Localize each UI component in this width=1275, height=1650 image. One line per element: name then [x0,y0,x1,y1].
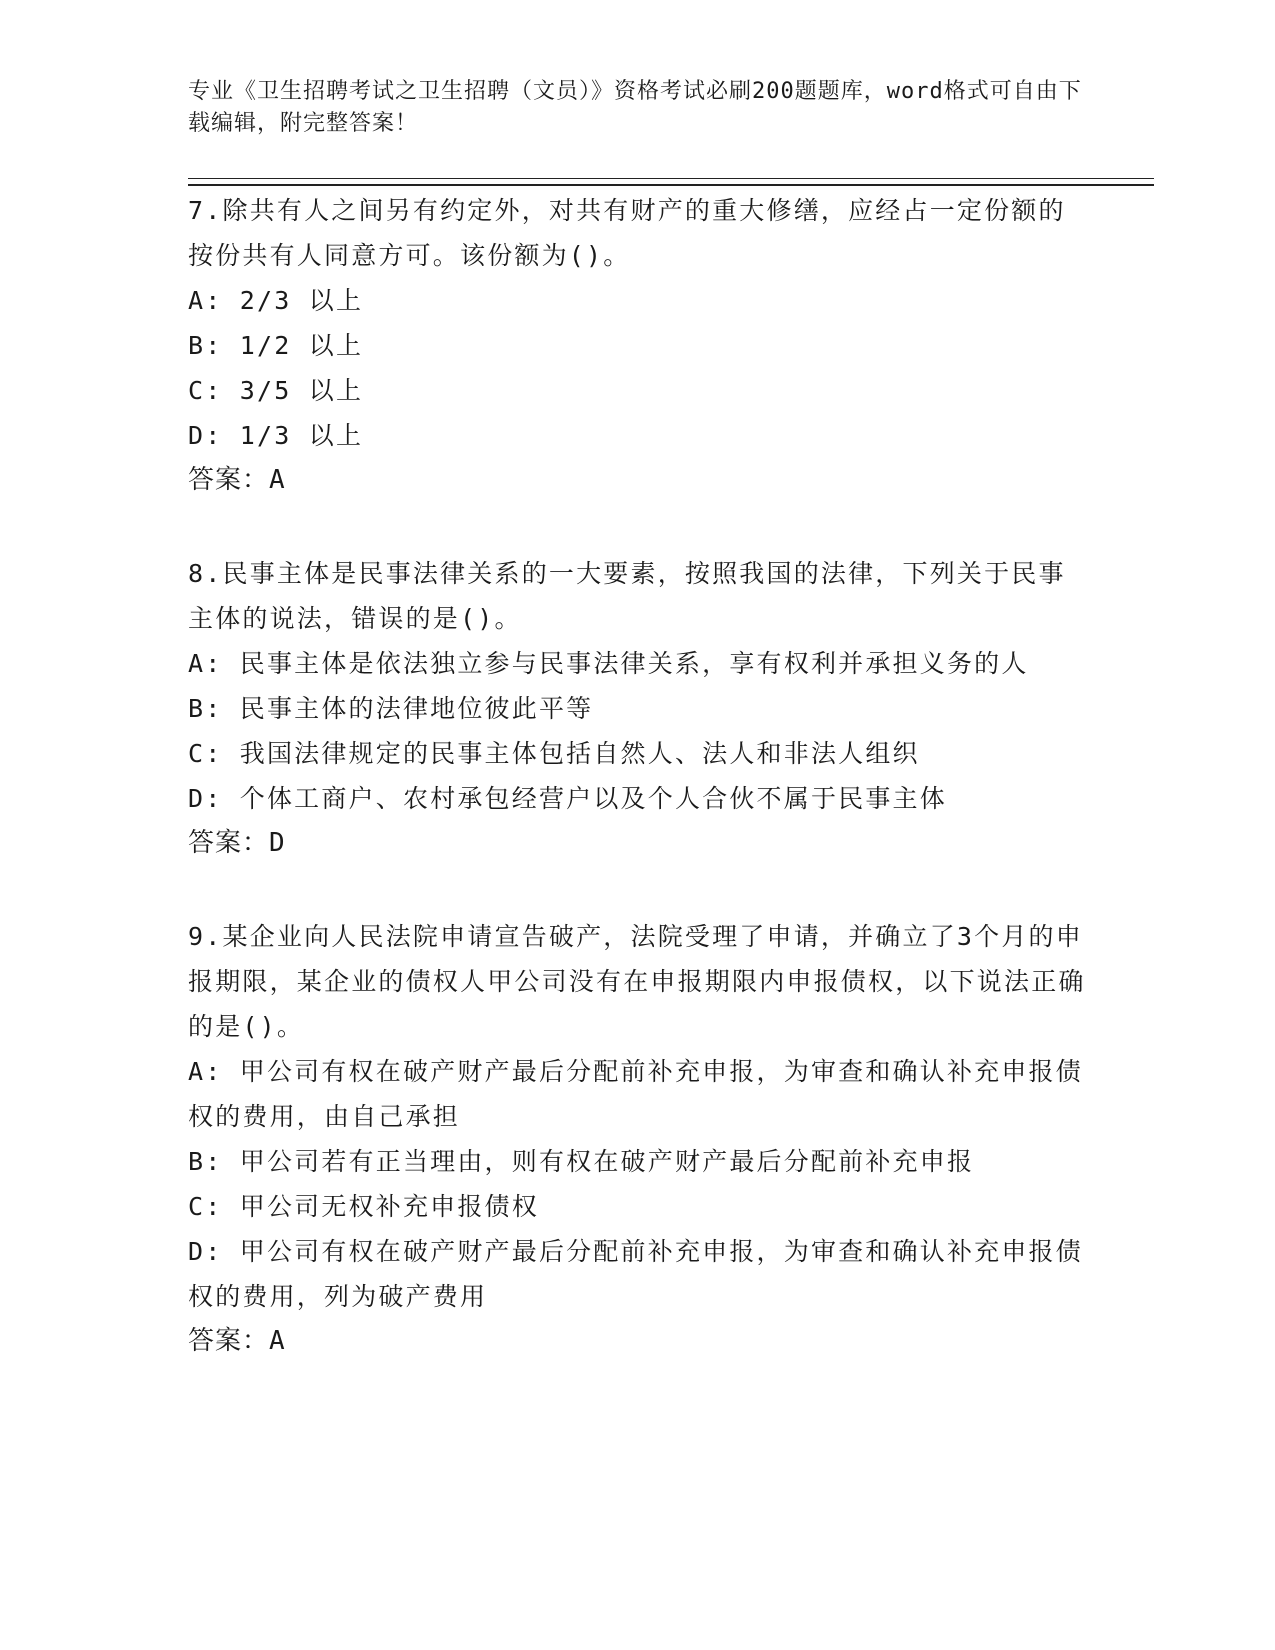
question-list [188,188,1088,1412]
option-c: C: 我国法律规定的民事主体包括自然人、法人和非法人组织 [188,739,920,768]
option-b: B: 民事主体的法律地位彼此平等 [188,694,594,723]
answer-line: 答案：A [188,465,286,495]
answer-line: 答案：A [188,1326,286,1356]
question-stem: 8.民事主体是民事法律关系的一大要素，按照我国的法律，下列关于民事主体的说法，错误的是()。 [188,559,1066,633]
option-b: B: 1/2 以上 [188,331,364,360]
option-b: B: 甲公司若有正当理由，则有权在破产财产最后分配前补充申报 [188,1147,975,1176]
option-c: C: 3/5 以上 [188,376,364,405]
question-stem: 7.除共有人之间另有约定外，对共有财产的重大修缮，应经占一定份额的按份共有人同意方可。该份额为()。 [188,196,1066,270]
document-header [188,76,1088,140]
option-a: A: 甲公司有权在破产财产最后分配前补充申报，为审查和确认补充申报债权的费用，由自己承担 [188,1057,1083,1131]
option-d: D: 1/3 以上 [188,421,364,450]
header-text: 专业《卫生招聘考试之卫生招聘（文员）》资格考试必刷200题题库，word格式可自由下载编辑，附完整答案！ [188,79,1082,136]
option-d: D: 甲公司有权在破产财产最后分配前补充申报，为审查和确认补充申报债权的费用，列为破产费用 [188,1237,1083,1311]
option-d: D: 个体工商户、农村承包经营户以及个人合伙不属于民事主体 [188,784,947,813]
option-a: A: 民事主体是依法独立参与民事法律关系，享有权利并承担义务的人 [188,649,1029,678]
question-7 [188,188,1088,503]
answer-line: 答案：D [188,828,286,858]
header-divider [188,178,1154,186]
question-8 [188,551,1088,866]
option-c: C: 甲公司无权补充申报债权 [188,1192,539,1221]
question-stem: 9.某企业向人民法院申请宣告破产，法院受理了申请，并确立了3个月的申报期限，某企业的债权人甲公司没有在申报期限内申报债权，以下说法正确的是()。 [188,922,1086,1041]
option-a: A: 2/3 以上 [188,286,364,315]
question-9 [188,914,1088,1364]
